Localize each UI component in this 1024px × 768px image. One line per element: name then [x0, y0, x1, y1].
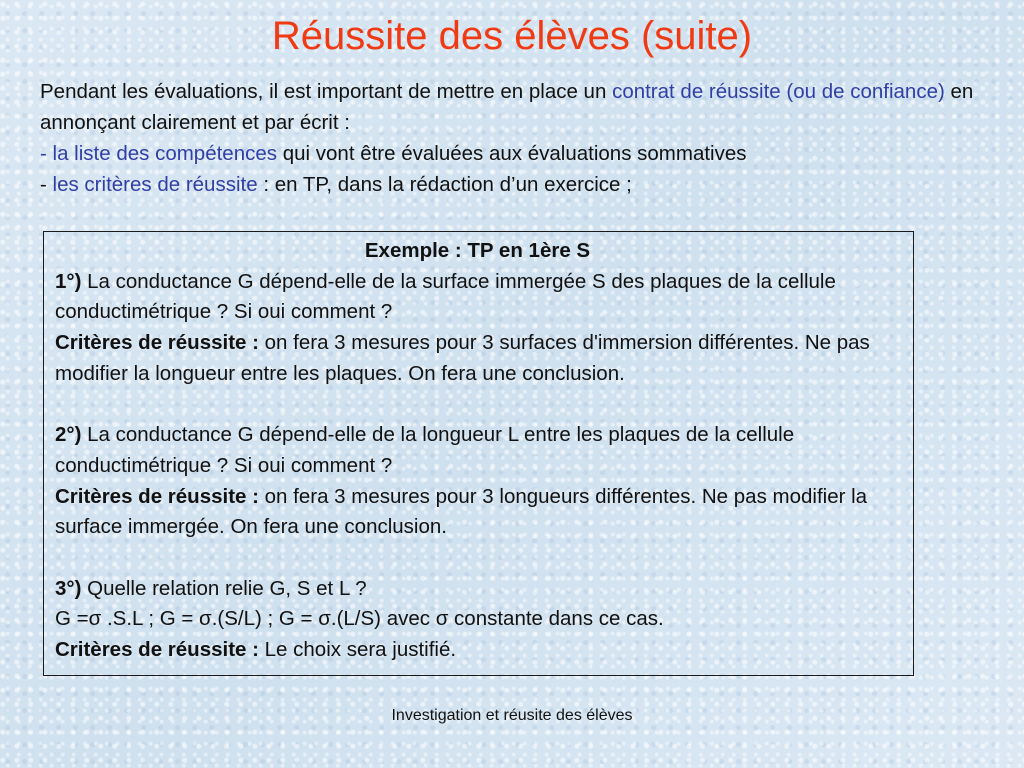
- question-2: [55, 420, 900, 481]
- criteres-rest: : en TP, dans la rédaction d’un exercice ;: [257, 173, 632, 196]
- criteria-3-text: Le choix sera justifié.: [258, 638, 457, 662]
- question-3-formulas: G =σ .S.L ; G = σ.(S/L) ; G = σ.(L/S) avec σ constante dans ce cas.: [55, 607, 664, 631]
- question-3: [55, 574, 900, 605]
- bullet-dash: -: [40, 173, 53, 196]
- criteria-3-label: Critères de réussite :: [55, 638, 259, 662]
- criteria-3: [55, 635, 900, 666]
- example-box: [43, 231, 914, 676]
- question-2-number: 2°): [55, 423, 82, 447]
- spacer: [55, 543, 900, 574]
- slide-title: Réussite des élèves (suite): [271, 14, 753, 58]
- question-1-number: 1°): [55, 269, 82, 293]
- bullet-dash: -: [40, 142, 53, 165]
- criteres-highlight: les critères de réussite: [52, 173, 258, 196]
- competences-highlight: la liste des compétences: [52, 142, 278, 165]
- question-2-text: La conductance G dépend-elle de la longueur L entre les plaques de la cellule conductimétrique ? Si oui comment ?: [55, 423, 795, 477]
- criteria-2-text: on fera 3 mesures pour 3 longueurs différentes. Ne pas modifier la surface immergée. On fera une conclusion.: [55, 484, 868, 539]
- intro-text-start: Pendant les évaluations, il est important de mettre en place un: [40, 80, 613, 103]
- criteria-1-text: on fera 3 mesures pour 3 surfaces d'immersion différentes. Ne pas modifier la longueur entre les plaques. On fera une conclusion.: [55, 331, 870, 385]
- intro-text-end: en annonçant clairement et par écrit :: [40, 80, 974, 134]
- slide-footer: Investigation et réusite des élèves: [391, 707, 633, 724]
- intro-paragraph: [40, 76, 990, 138]
- criteria-1: [55, 328, 900, 389]
- criteria-2: [55, 482, 900, 543]
- competences-rest: qui vont être évaluées aux évaluations sommatives: [277, 142, 747, 165]
- criteria-2-label: Critères de réussite :: [55, 484, 259, 508]
- question-3-text: Quelle relation relie G, S et L ?: [81, 576, 367, 600]
- example-heading: Exemple : TP en 1ère S: [364, 239, 591, 262]
- spacer: [55, 390, 900, 421]
- intro-text: [40, 76, 990, 200]
- question-3-number: 3°): [55, 576, 82, 600]
- question-1-text: La conductance G dépend-elle de la surface immergée S des plaques de la cellule conductimétrique ? Si oui comment ?: [55, 269, 836, 324]
- contract-highlight: contrat de réussite (ou de confiance): [612, 80, 945, 103]
- criteria-1-label: Critères de réussite :: [55, 331, 259, 355]
- bullet-criteres: [40, 169, 990, 200]
- question-1: [55, 267, 900, 328]
- bullet-competences: [40, 138, 990, 169]
